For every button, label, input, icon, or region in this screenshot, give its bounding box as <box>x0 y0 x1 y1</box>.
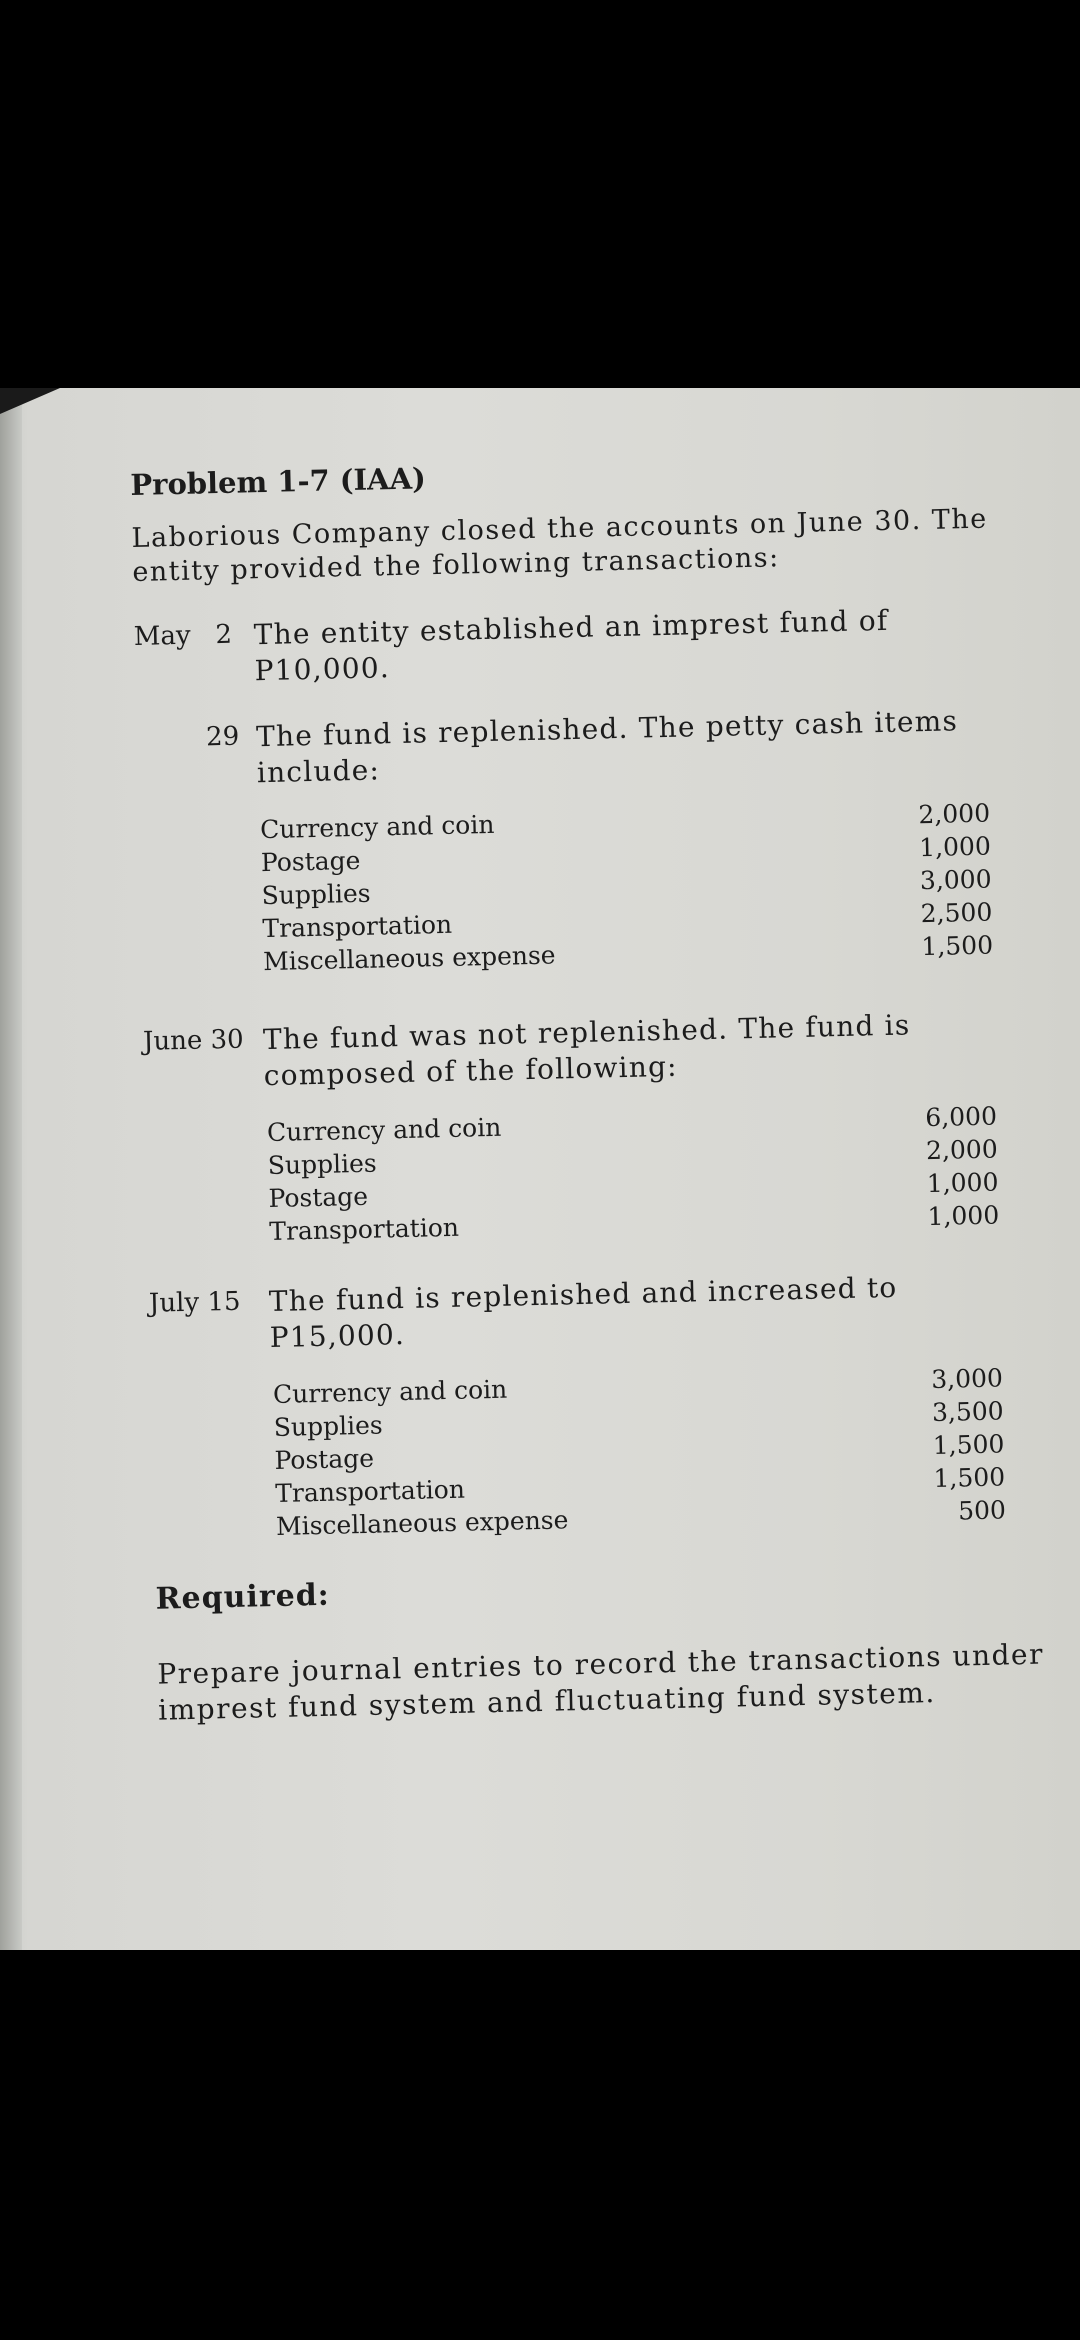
book-page-photo <box>0 388 1080 1950</box>
transaction-may-29 <box>136 702 1042 981</box>
problem-title: Problem 1-7 (IAA) <box>130 461 427 502</box>
item-amount: 1,000 <box>927 1200 1000 1232</box>
item-amount: 3,000 <box>919 864 992 896</box>
item-label: Postage <box>260 845 361 878</box>
required-instructions: Prepare journal entries to record the transactions under imprest fund system and fluctuating fund system. <box>156 1637 1045 1727</box>
transaction-july-15 <box>149 1266 1055 1545</box>
item-amount: 6,000 <box>925 1101 998 1133</box>
transaction-date: June 30 <box>142 1024 244 1057</box>
transaction-description: The fund was not replenished. The fund is composed of the following: <box>262 1008 911 1093</box>
required-heading: Required: <box>155 1577 331 1617</box>
transaction-date: 29 <box>205 721 240 753</box>
transaction-june-30 <box>143 1004 1048 1250</box>
item-label: Transportation <box>262 909 453 944</box>
item-amount: 3,000 <box>930 1363 1004 1395</box>
transaction-may-2 <box>133 600 1034 692</box>
item-amount: 2,000 <box>918 798 991 830</box>
item-label: Postage <box>274 1443 375 1475</box>
transaction-description: The fund is replenished and increased to P15,000. <box>268 1270 898 1355</box>
page-corner-shadow <box>0 388 60 414</box>
item-amount: 2,000 <box>925 1134 999 1166</box>
item-label: Currency and coin <box>266 1112 502 1148</box>
item-label: Supplies <box>273 1410 383 1442</box>
transaction-date: May 2 <box>133 619 233 652</box>
problem-intro: Laborious Company closed the accounts on June 30. The entity provided the following transactions: <box>131 503 989 588</box>
problem-page <box>130 448 1058 1729</box>
item-label: Supplies <box>267 1148 378 1181</box>
petty-cash-items <box>260 797 994 979</box>
item-amount: 500 <box>957 1495 1007 1526</box>
item-amount: 2,500 <box>920 897 993 929</box>
item-amount: 1,500 <box>933 1462 1006 1494</box>
item-amount: 1,000 <box>918 831 992 863</box>
item-label: Miscellaneous expense <box>262 940 556 977</box>
item-amount: 1,500 <box>932 1429 1005 1461</box>
item-label: Currency and coin <box>272 1374 508 1409</box>
item-label: Postage <box>268 1181 369 1214</box>
item-label: Supplies <box>261 878 371 911</box>
item-amount: 3,500 <box>931 1396 1004 1428</box>
book-spine <box>0 388 22 1950</box>
item-label: Transportation <box>269 1212 460 1247</box>
item-amount: 1,000 <box>926 1167 999 1199</box>
replenishment-items <box>273 1361 1007 1543</box>
transaction-description: The entity established an imprest fund of P10,000. <box>253 603 889 688</box>
transaction-description: The fund is replenished. The petty cash items include: <box>255 704 959 790</box>
fund-composition-items <box>267 1100 1000 1249</box>
item-label: Transportation <box>274 1474 466 1508</box>
item-label: Miscellaneous expense <box>275 1505 569 1541</box>
item-label: Currency and coin <box>259 809 495 845</box>
item-amount: 1,500 <box>921 930 994 962</box>
transaction-date: July 15 <box>148 1286 241 1319</box>
